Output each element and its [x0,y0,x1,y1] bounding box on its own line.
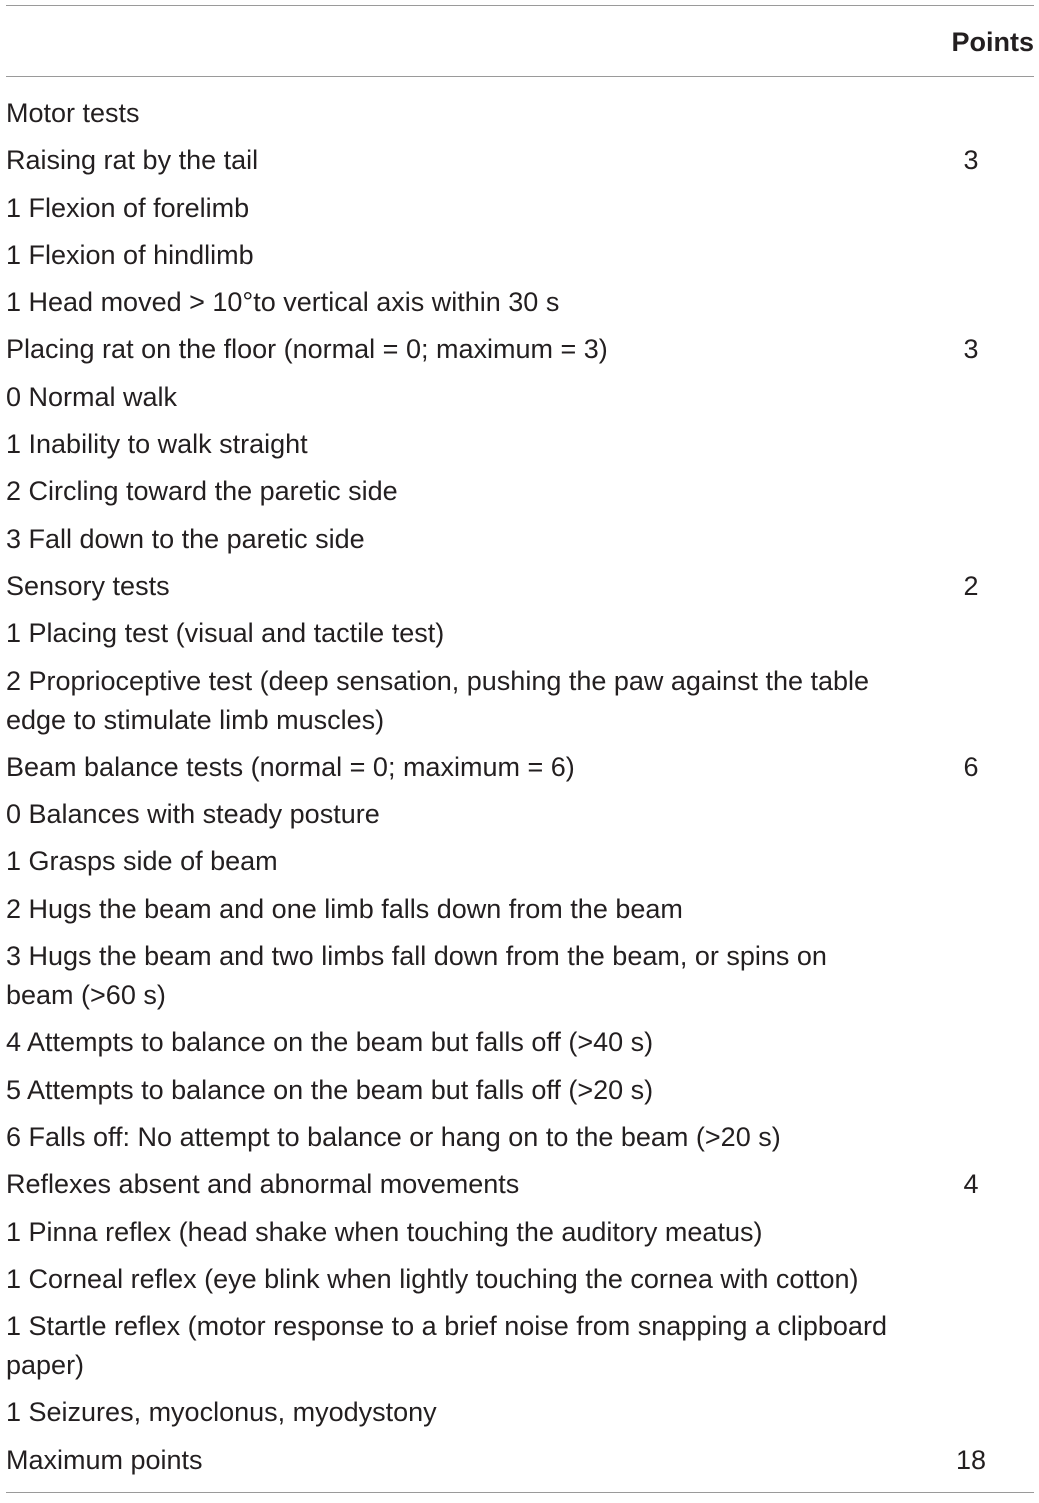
table-row [6,520,1034,559]
row-description: Reflexes absent and abnormal movements [6,1169,520,1200]
row-description: 6 Falls off: No attempt to balance or hang on to the beam (>20 s) [6,1121,781,1152]
row-points-cell [896,890,1016,929]
row-points-cell [896,842,1016,881]
table-row [6,236,1034,275]
row-points-cell [896,662,1016,701]
row-points-cell [896,614,1016,653]
row-description: 3 Fall down to the paretic side [6,523,365,554]
row-points-cell [896,236,1016,275]
row-points-cell [896,1213,1016,1252]
table-row [6,1307,1034,1385]
table-row [6,1393,1034,1432]
row-description: Motor tests [6,98,140,128]
row-description: 2 Proprioceptive test (deep sensation, pushing the paw against the table edge to stimulate limb muscles) [6,665,870,735]
row-description: 1 Grasps side of beam [6,846,278,877]
row-description: 1 Inability to walk straight [6,429,308,460]
table-row [6,937,1034,1015]
row-description: Beam balance tests (normal = 0; maximum = 6) [6,751,575,782]
table-row [6,662,1034,740]
row-points-cell [896,1441,1016,1480]
row-description: 1 Head moved > 10°to vertical axis within 30 s [6,287,560,318]
row-points-cell [896,94,1016,133]
row-points: 6 [963,751,979,782]
table-row [6,1023,1034,1062]
table-row [6,283,1034,322]
table-row [6,378,1034,417]
table-row [6,472,1034,511]
row-points: 18 [955,1444,987,1475]
table-row [6,1165,1034,1204]
row-description: Maximum points [6,1444,203,1475]
table-row [6,425,1034,464]
table-row [6,1441,1034,1480]
table-row [6,567,1034,606]
table-row [6,330,1034,369]
table-row [6,748,1034,787]
table-row [6,1260,1034,1299]
table-body [6,77,1034,1492]
table-row [6,1071,1034,1110]
row-description: Sensory tests [6,570,170,601]
points-column-header: Points [951,27,1034,57]
row-points-cell [896,141,1016,180]
table-row [6,795,1034,834]
row-description: 1 Startle reflex (motor response to a brief noise from snapping a clipboard paper) [6,1311,887,1381]
row-points-cell [896,1165,1016,1204]
row-points: 3 [963,145,979,176]
row-description: 0 Normal walk [6,381,178,412]
row-description: 5 Attempts to balance on the beam but falls off (>20 s) [6,1074,654,1105]
row-description: 2 Circling toward the paretic side [6,476,398,507]
table-row [6,141,1034,180]
row-points-cell [896,520,1016,559]
row-points-cell [896,795,1016,834]
table-row [6,1118,1034,1157]
row-points: 2 [963,570,979,601]
row-points-cell [896,567,1016,606]
row-description: 1 Seizures, myoclonus, myodystony [6,1397,437,1428]
table-bottom-rule [6,1492,1034,1493]
row-points: 3 [963,334,979,365]
scoring-table [6,5,1034,1493]
row-points-cell [896,748,1016,787]
table-row [6,1213,1034,1252]
row-description: 1 Flexion of hindlimb [6,239,254,270]
row-points-cell [896,1393,1016,1432]
row-description: 4 Attempts to balance on the beam but falls off (>40 s) [6,1027,654,1058]
table-row [6,189,1034,228]
row-points-cell [896,937,1016,976]
row-points-cell [896,189,1016,228]
row-description: 1 Pinna reflex (head shake when touching the auditory meatus) [6,1216,763,1247]
table-header [6,6,1034,76]
row-points-cell [896,425,1016,464]
row-points-cell [896,1118,1016,1157]
table-row [6,614,1034,653]
row-description: 0 Balances with steady posture [6,799,380,830]
row-points-cell [896,1307,1016,1346]
table-row [6,842,1034,881]
row-points-cell [896,1260,1016,1299]
table-row [6,890,1034,929]
row-description: 3 Hugs the beam and two limbs fall down from the beam, or spins on beam (>60 s) [6,941,827,1011]
row-points-cell [896,472,1016,511]
row-description: 1 Flexion of forelimb [6,192,250,223]
row-description: Placing rat on the floor (normal = 0; maximum = 3) [6,334,608,365]
table-row [6,94,1034,133]
row-description: 2 Hugs the beam and one limb falls down from the beam [6,893,683,924]
row-points-cell [896,378,1016,417]
row-points-cell [896,1071,1016,1110]
row-description: Raising rat by the tail [6,145,259,176]
row-points-cell [896,330,1016,369]
row-description: 1 Placing test (visual and tactile test) [6,618,445,649]
row-points-cell [896,283,1016,322]
row-points-cell [896,1023,1016,1062]
row-points: 4 [963,1169,979,1200]
row-description: 1 Corneal reflex (eye blink when lightly touching the cornea with cotton) [6,1263,859,1294]
